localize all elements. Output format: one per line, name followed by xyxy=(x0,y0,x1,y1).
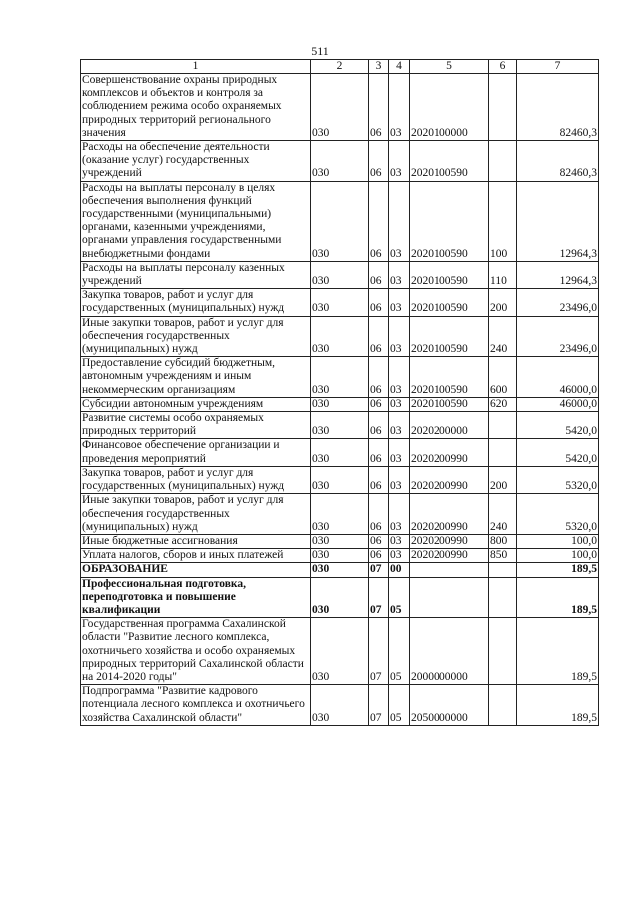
row-amount: 5320,0 xyxy=(517,494,599,535)
row-name: Иные закупки товаров, работ и услуг для обеспечения государственных (муниципальных) нужд xyxy=(81,316,311,357)
row-ministry-code: 030 xyxy=(311,357,369,398)
row-target-article xyxy=(410,261,489,288)
row-target-article xyxy=(410,412,489,439)
target-article-direction: 00000 xyxy=(439,126,468,139)
row-amount: 100,0 xyxy=(517,534,599,548)
table-row xyxy=(81,141,599,182)
row-name: Подпрограмма "Развитие кадрового потенциала лесного комплекса и охотничьего хозяйства Сахалинской области" xyxy=(81,685,311,726)
target-article-program: 20202 xyxy=(411,549,440,562)
table-row xyxy=(81,261,599,288)
target-article-direction: 00590 xyxy=(439,383,468,396)
row-expense-type xyxy=(489,439,517,466)
row-expense-type xyxy=(489,563,517,577)
row-amount: 46000,0 xyxy=(517,397,599,411)
target-article-direction: 00000 xyxy=(439,711,468,724)
target-article-direction: 00990 xyxy=(439,534,468,547)
row-section: 07 xyxy=(369,685,389,726)
row-subsection: 03 xyxy=(389,289,410,316)
row-ministry-code: 030 xyxy=(311,289,369,316)
row-ministry-code: 030 xyxy=(311,439,369,466)
target-article-direction: 00990 xyxy=(439,520,468,533)
row-name: Закупка товаров, работ и услуг для государственных (муниципальных) нужд xyxy=(81,466,311,493)
row-target-article xyxy=(410,181,489,261)
row-ministry-code: 030 xyxy=(311,141,369,182)
row-name: Уплата налогов, сборов и иных платежей xyxy=(81,549,311,563)
row-expense-type xyxy=(489,577,517,618)
row-amount: 5420,0 xyxy=(517,412,599,439)
row-amount: 100,0 xyxy=(517,549,599,563)
row-name: Расходы на выплаты персоналу казенных учреждений xyxy=(81,261,311,288)
row-expense-type xyxy=(489,412,517,439)
row-section: 06 xyxy=(369,412,389,439)
row-subsection: 03 xyxy=(389,357,410,398)
target-article-program: 20201 xyxy=(411,247,440,260)
row-target-article xyxy=(410,563,489,577)
row-ministry-code: 030 xyxy=(311,412,369,439)
row-target-article xyxy=(410,289,489,316)
row-subsection: 00 xyxy=(389,563,410,577)
row-amount: 82460,3 xyxy=(517,141,599,182)
row-target-article xyxy=(410,316,489,357)
row-ministry-code: 030 xyxy=(311,494,369,535)
row-expense-type xyxy=(489,618,517,685)
row-amount: 82460,3 xyxy=(517,74,599,141)
table-row xyxy=(81,563,599,577)
row-subsection: 03 xyxy=(389,534,410,548)
target-article-program: 20201 xyxy=(411,397,440,410)
row-subsection: 03 xyxy=(389,397,410,411)
row-ministry-code: 030 xyxy=(311,577,369,618)
row-expense-type xyxy=(489,74,517,141)
row-subsection: 03 xyxy=(389,494,410,535)
row-expense-type xyxy=(489,141,517,182)
table-row xyxy=(81,494,599,535)
row-name: Иные бюджетные ассигнования xyxy=(81,534,311,548)
row-amount: 189,5 xyxy=(517,577,599,618)
row-ministry-code: 030 xyxy=(311,261,369,288)
row-expense-type: 200 xyxy=(489,466,517,493)
row-ministry-code: 030 xyxy=(311,181,369,261)
target-article-direction: 00590 xyxy=(439,167,468,180)
row-amount: 5420,0 xyxy=(517,439,599,466)
target-article-program: 20202 xyxy=(411,480,440,493)
row-expense-type xyxy=(489,685,517,726)
table-row xyxy=(81,181,599,261)
row-ministry-code: 030 xyxy=(311,685,369,726)
row-ministry-code: 030 xyxy=(311,74,369,141)
row-section: 06 xyxy=(369,141,389,182)
table-row xyxy=(81,357,599,398)
row-section: 06 xyxy=(369,289,389,316)
header-col-5: 5 xyxy=(410,60,489,74)
target-article-direction: 00590 xyxy=(439,302,468,315)
header-row xyxy=(81,60,599,74)
row-amount: 189,5 xyxy=(517,685,599,726)
row-name: Расходы на обеспечение деятельности (оказание услуг) государственных учреждений xyxy=(81,141,311,182)
row-expense-type: 800 xyxy=(489,534,517,548)
target-article-program: 20201 xyxy=(411,383,440,396)
row-target-article xyxy=(410,577,489,618)
target-article-direction: 00590 xyxy=(439,343,468,356)
table-row xyxy=(81,289,599,316)
row-name: Закупка товаров, работ и услуг для государственных (муниципальных) нужд xyxy=(81,289,311,316)
row-section: 06 xyxy=(369,494,389,535)
row-ministry-code: 030 xyxy=(311,534,369,548)
header-col-4: 4 xyxy=(389,60,410,74)
row-section: 06 xyxy=(369,534,389,548)
row-amount: 12964,3 xyxy=(517,181,599,261)
row-expense-type: 620 xyxy=(489,397,517,411)
row-expense-type: 100 xyxy=(489,181,517,261)
header-col-1: 1 xyxy=(81,60,311,74)
row-section: 06 xyxy=(369,316,389,357)
row-expense-type: 600 xyxy=(489,357,517,398)
row-subsection: 05 xyxy=(389,685,410,726)
row-section: 06 xyxy=(369,181,389,261)
row-ministry-code: 030 xyxy=(311,316,369,357)
row-ministry-code: 030 xyxy=(311,397,369,411)
target-article-program: 20202 xyxy=(411,534,440,547)
row-section: 06 xyxy=(369,74,389,141)
target-article-direction: 00590 xyxy=(439,247,468,260)
row-target-article xyxy=(410,141,489,182)
target-article-program: 20202 xyxy=(411,520,440,533)
row-expense-type: 110 xyxy=(489,261,517,288)
row-subsection: 03 xyxy=(389,74,410,141)
row-target-article xyxy=(410,685,489,726)
table-row xyxy=(81,534,599,548)
row-target-article xyxy=(410,439,489,466)
table-row xyxy=(81,412,599,439)
row-section: 06 xyxy=(369,439,389,466)
table-row xyxy=(81,685,599,726)
target-article-direction: 00590 xyxy=(439,275,468,288)
target-article-program: 20201 xyxy=(411,302,440,315)
target-article-direction: 00000 xyxy=(439,670,468,683)
target-article-program: 20201 xyxy=(411,126,440,139)
row-subsection: 05 xyxy=(389,618,410,685)
table-row xyxy=(81,397,599,411)
row-amount: 23496,0 xyxy=(517,289,599,316)
row-subsection: 03 xyxy=(389,439,410,466)
header-col-3: 3 xyxy=(369,60,389,74)
row-amount: 46000,0 xyxy=(517,357,599,398)
target-article-direction: 00990 xyxy=(439,452,468,465)
row-expense-type: 850 xyxy=(489,549,517,563)
row-section: 06 xyxy=(369,357,389,398)
table-row xyxy=(81,466,599,493)
row-section: 06 xyxy=(369,261,389,288)
page-number: 511 xyxy=(311,44,329,58)
target-article-program: 20202 xyxy=(411,425,440,438)
row-subsection: 03 xyxy=(389,141,410,182)
row-name: ОБРАЗОВАНИЕ xyxy=(81,563,311,577)
row-target-article xyxy=(410,466,489,493)
row-name: Предоставление субсидий бюджетным, автономным учреждениям и иным некоммерческим организациям xyxy=(81,357,311,398)
row-target-article xyxy=(410,494,489,535)
row-name: Профессиональная подготовка, переподготовка и повышение квалификации xyxy=(81,577,311,618)
row-name: Субсидии автономным учреждениям xyxy=(81,397,311,411)
target-article-program: 20500 xyxy=(411,711,440,724)
row-expense-type: 240 xyxy=(489,494,517,535)
row-amount: 23496,0 xyxy=(517,316,599,357)
row-target-article xyxy=(410,357,489,398)
table-row xyxy=(81,439,599,466)
target-article-program: 20202 xyxy=(411,452,440,465)
row-target-article xyxy=(410,549,489,563)
header-col-6: 6 xyxy=(489,60,517,74)
target-article-direction: 00000 xyxy=(439,425,468,438)
target-article-program: 20201 xyxy=(411,167,440,180)
row-name: Расходы на выплаты персоналу в целях обеспечения выполнения функций государственными (муниципальными) органами, казенными учреждениями, органами управления государственными внебюджетными фондами xyxy=(81,181,311,261)
target-article-direction: 00990 xyxy=(439,480,468,493)
row-ministry-code: 030 xyxy=(311,563,369,577)
table-row xyxy=(81,618,599,685)
row-section: 06 xyxy=(369,549,389,563)
row-section: 07 xyxy=(369,563,389,577)
row-section: 06 xyxy=(369,466,389,493)
row-subsection: 03 xyxy=(389,316,410,357)
row-name: Развитие системы особо охраняемых природных территорий xyxy=(81,412,311,439)
row-section: 07 xyxy=(369,577,389,618)
target-article-program: 20201 xyxy=(411,275,440,288)
row-target-article xyxy=(410,397,489,411)
row-ministry-code: 030 xyxy=(311,618,369,685)
row-name: Государственная программа Сахалинской области "Развитие лесного комплекса, охотничьего хозяйства и особо охраняемых природных территорий Сахалинской области на 2014-2020 годы" xyxy=(81,618,311,685)
row-name: Совершенствование охраны природных комплексов и объектов и контроля за соблюдением режима особо охраняемых природных территорий регионального значения xyxy=(81,74,311,141)
header-col-7: 7 xyxy=(517,60,599,74)
row-subsection: 03 xyxy=(389,412,410,439)
table-row xyxy=(81,74,599,141)
row-subsection: 03 xyxy=(389,549,410,563)
row-ministry-code: 030 xyxy=(311,549,369,563)
row-section: 06 xyxy=(369,397,389,411)
table-row xyxy=(81,577,599,618)
row-subsection: 03 xyxy=(389,261,410,288)
target-article-direction: 00590 xyxy=(439,397,468,410)
table-row xyxy=(81,316,599,357)
header-col-2: 2 xyxy=(311,60,369,74)
row-amount: 12964,3 xyxy=(517,261,599,288)
row-amount: 5320,0 xyxy=(517,466,599,493)
row-section: 07 xyxy=(369,618,389,685)
row-expense-type: 240 xyxy=(489,316,517,357)
budget-table xyxy=(80,59,599,726)
row-target-article xyxy=(410,74,489,141)
row-expense-type: 200 xyxy=(489,289,517,316)
row-amount: 189,5 xyxy=(517,618,599,685)
row-name: Финансовое обеспечение организации и проведения мероприятий xyxy=(81,439,311,466)
target-article-program: 20201 xyxy=(411,343,440,356)
table-row xyxy=(81,549,599,563)
row-subsection: 03 xyxy=(389,466,410,493)
row-name: Иные закупки товаров, работ и услуг для обеспечения государственных (муниципальных) нужд xyxy=(81,494,311,535)
row-target-article xyxy=(410,534,489,548)
target-article-direction: 00990 xyxy=(439,549,468,562)
target-article-program: 20000 xyxy=(411,670,440,683)
row-ministry-code: 030 xyxy=(311,466,369,493)
row-subsection: 05 xyxy=(389,577,410,618)
row-subsection: 03 xyxy=(389,181,410,261)
row-amount: 189,5 xyxy=(517,563,599,577)
row-target-article xyxy=(410,618,489,685)
